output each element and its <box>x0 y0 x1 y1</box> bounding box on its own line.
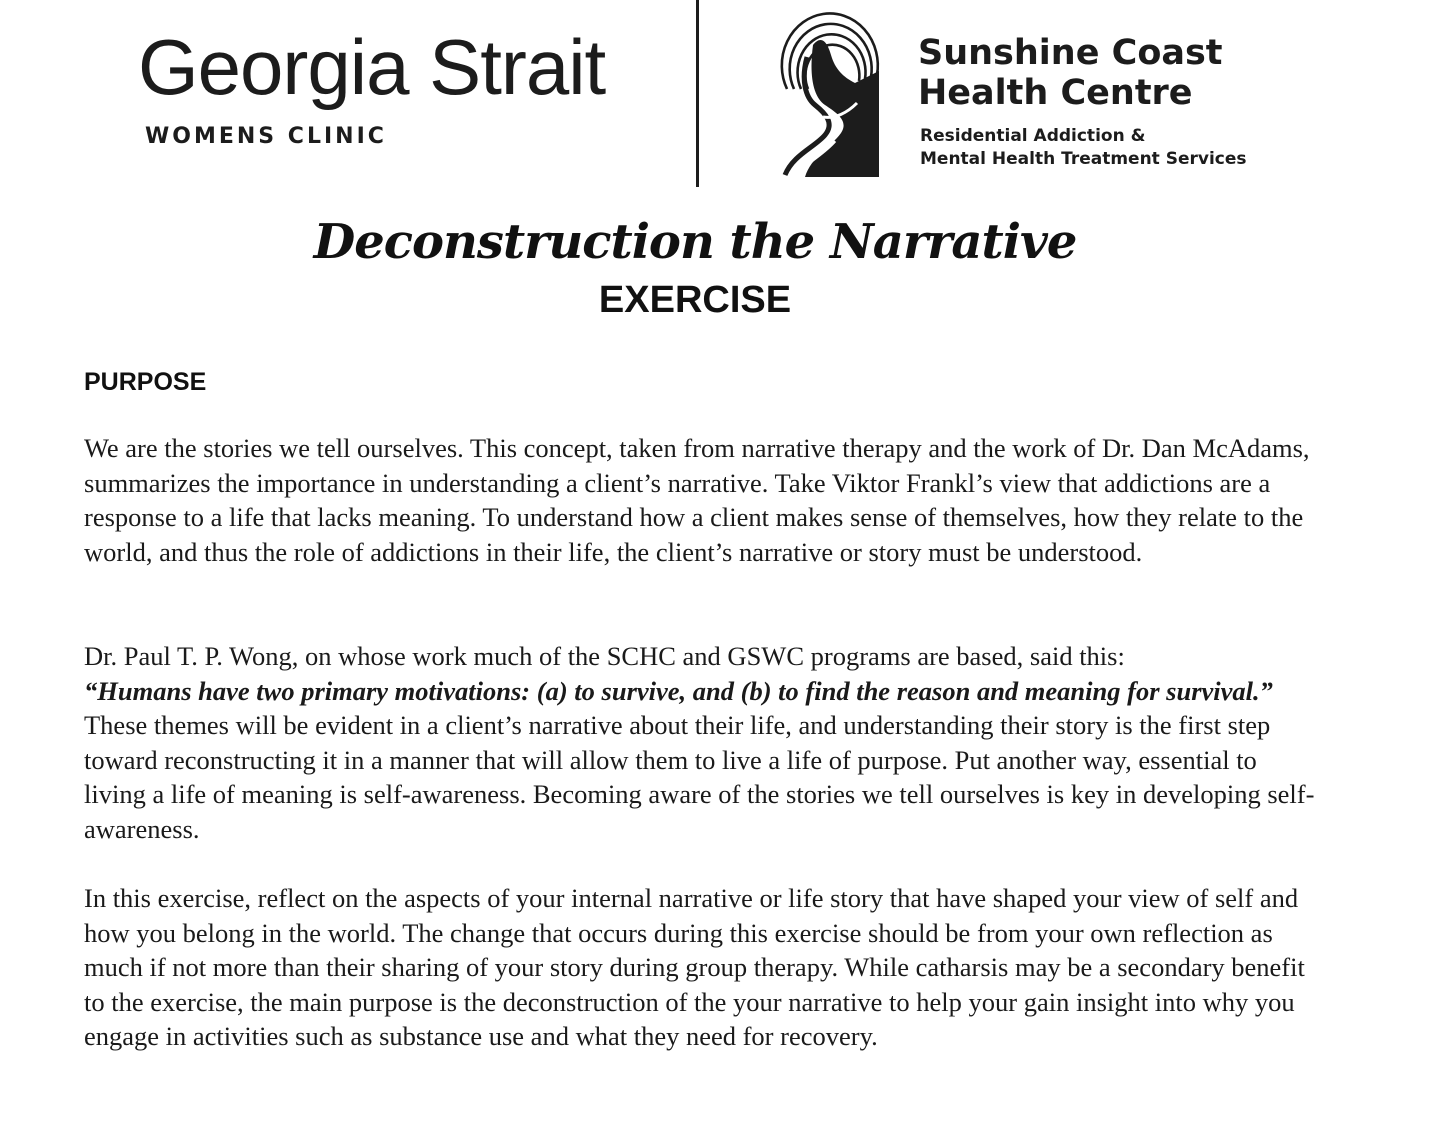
georgia-strait-logo-subtitle: WOMENS CLINIC <box>145 124 387 149</box>
paragraph-1: We are the stories we tell ourselves. This concept, taken from narrative therapy and the work of Dr. Dan McAdams, summarizes the importance in understanding a client’s narrative. Take Viktor Frankl’s view that addictions are a response to a life that lacks meaning. To understand how a client makes sense of themselves, how they relate to the world, and thus the role of addictions in their life, the client’s narrative or story must be understood. <box>84 433 1310 567</box>
section-heading-purpose: PURPOSE <box>84 368 207 396</box>
paragraph-3: In this exercise, reflect on the aspects of your internal narrative or life story that have shaped your view of self and how you belong in the world. The change that occurs during this exercise should be from your own reflection as much if not more than their sharing of your story during group therapy. While catharsis may be a secondary benefit to the exercise, the main purpose is the deconstruction of the your narrative to help your gain insight into why you engage in activities such as substance use and what they need for recovery. <box>84 883 1305 1052</box>
paragraph-2-quote: “Humans have two primary motivations: (a) to survive, and (b) to find the reason and meaning for survival.” <box>84 675 1273 706</box>
paragraph-2-intro: Dr. Paul T. P. Wong, on whose work much of the SCHC and GSWC programs are based, said this: <box>84 641 1125 671</box>
sunshine-coast-title-line1: Sunshine Coast <box>918 33 1223 73</box>
sunshine-coast-subtitle-line1: Residential Addiction & <box>920 126 1146 146</box>
sunshine-coast-subtitle-line2: Mental Health Treatment Services <box>920 149 1247 169</box>
document-title: Deconstruction the Narrative <box>313 214 1077 270</box>
page-header <box>0 0 1444 195</box>
sunshine-coast-logo-icon <box>765 5 885 180</box>
paragraph-2 <box>84 639 1324 847</box>
sunshine-coast-logo-subtitle <box>920 125 1247 171</box>
sunshine-coast-title-line2: Health Centre <box>918 73 1193 113</box>
header-divider <box>696 0 699 187</box>
georgia-strait-logo-title: Georgia Strait <box>138 23 606 111</box>
document-subtitle: EXERCISE <box>598 279 792 321</box>
sunshine-coast-logo-title <box>918 33 1223 113</box>
paragraph-2-rest: These themes will be evident in a client’s narrative about their life, and understanding their story is the first step toward reconstructing it in a manner that will allow them to live a life of purpose. Put another way, essential to living a life of meaning is self-awareness. Becoming aware of the stories we tell ourselves is key in developing self-awareness. <box>84 710 1315 844</box>
